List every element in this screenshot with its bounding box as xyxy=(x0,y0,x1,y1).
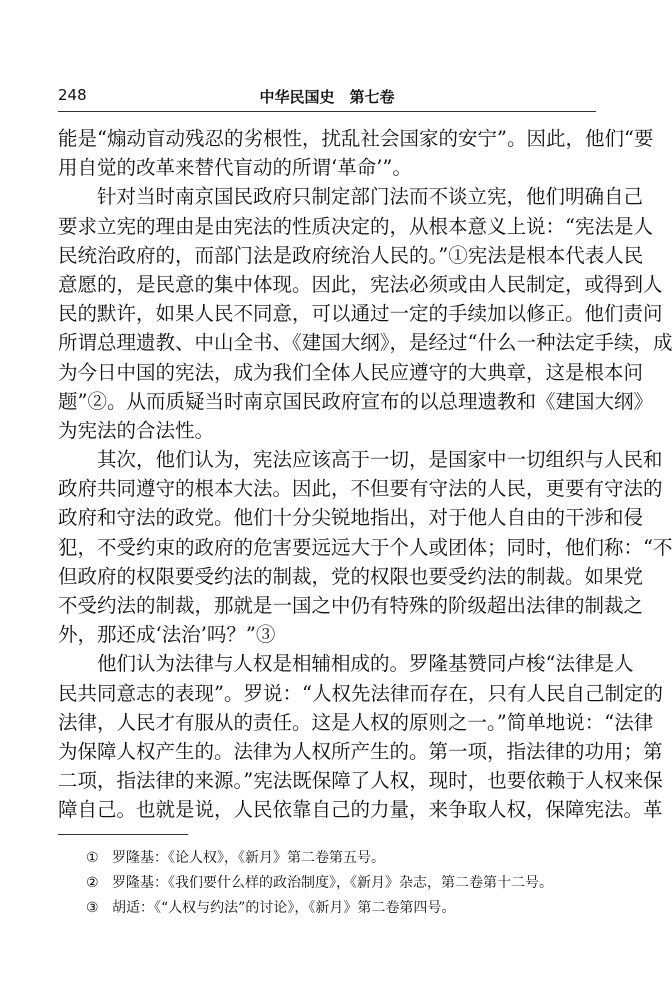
text-line: 但政府的权限要受约法的制裁，党的权限也要受约法的制裁。如果党 xyxy=(58,564,644,588)
text-line: 民共同意志的表现”。罗说：“人权先法律而存在，只有人民自己制定的 xyxy=(58,681,663,705)
running-title: 中华民国史 第七卷 xyxy=(259,88,395,106)
text-line: 民的默许，如果人民不同意，可以通过一定的手续加以修正。他们责问 xyxy=(58,302,663,326)
footnote-text: 胡适：《“人权与约法”的讨论》，《新月》第二卷第四号。 xyxy=(112,900,456,916)
text-line: 针对当时南京国民政府只制定部门法而不谈立宪，他们明确自己 xyxy=(58,185,644,209)
header-rule xyxy=(58,111,596,112)
text-line: 其次，他们认为，宪法应该高于一切，是国家中一切组织与人民和 xyxy=(58,448,663,472)
text-line: 政府共同遵守的根本大法。因此，不但要有守法的人民，更要有守法的 xyxy=(58,477,663,501)
footnote-text: 罗隆基：《我们要什么样的政治制度》，《新月》杂志，第二卷第十二号。 xyxy=(112,875,553,891)
text-line: 要求立宪的理由是由宪法的性质决定的，从根本意义上说：“宪法是人 xyxy=(58,214,653,238)
text-line: 民统治政府的，而部门法是政府统治人民的。”①宪法是根本代表人民 xyxy=(58,243,644,267)
text-line: 意愿的，是民意的集中体现。因此，宪法必须或由人民制定，或得到人 xyxy=(58,272,663,296)
footnotes xyxy=(86,846,596,921)
footnote-mark: ① xyxy=(86,850,99,866)
body-text xyxy=(58,124,672,825)
text-line: 他们认为法律与人权是相辅相成的。罗隆基赞同卢梭“法律是人 xyxy=(58,652,634,676)
page-number: 248 xyxy=(58,86,87,104)
footnote xyxy=(86,846,596,871)
text-line: 用自觉的改革来替代盲动的所谓‘革命’”。 xyxy=(58,156,412,180)
text-line: 为今日中国的宪法，成为我们全体人民应遵守的大典章，这是根本问 xyxy=(58,360,644,384)
text-line: 能是“煽动盲动残忍的劣根性，扰乱社会国家的安宁”。因此，他们“要 xyxy=(58,127,654,150)
text-line: 障自己。也就是说，人民依靠自己的力量，来争取人权，保障宪法。革 xyxy=(58,798,663,822)
text-line: 政府和守法的政党。他们十分尖锐地指出，对于他人自由的干涉和侵 xyxy=(58,506,644,530)
footnote-text: 罗隆基：《论人权》，《新月》第二卷第五号。 xyxy=(112,850,385,866)
footnote-rule xyxy=(58,834,188,835)
text-line: 法律，人民才有服从的责任。这是人权的原则之一。”简单地说：“法律 xyxy=(58,710,654,734)
text-line: 为保障人权产生的。法律为人权所产生的。第一项，指法律的功用；第 xyxy=(58,739,663,763)
text-line: 犯，不受约束的政府的危害要远远大于个人或团体；同时，他们称：“不 xyxy=(58,535,672,559)
footnote xyxy=(86,896,596,921)
text-line: 外，那还成‘法治’吗？”③ xyxy=(58,623,276,647)
footnote-mark: ② xyxy=(86,875,99,891)
page-header xyxy=(58,86,596,106)
footnote-mark: ③ xyxy=(86,900,99,916)
footnote xyxy=(86,871,596,896)
text-line: 不受约法的制裁，那就是一国之中仍有特殊的阶级超出法律的制裁之 xyxy=(58,594,644,617)
text-line: 所谓总理遗教、中山全书、《建国大纲》，是经过“什么一种法定手续，成 xyxy=(58,331,672,355)
text-line: 二项，指法律的来源。”宪法既保障了人权，现时，也要依赖于人权来保 xyxy=(58,769,663,793)
text-line: 题”②。从而质疑当时南京国民政府宣布的以总理遗教和《建国大纲》 xyxy=(58,389,653,413)
text-line: 为宪法的合法性。 xyxy=(58,418,215,442)
